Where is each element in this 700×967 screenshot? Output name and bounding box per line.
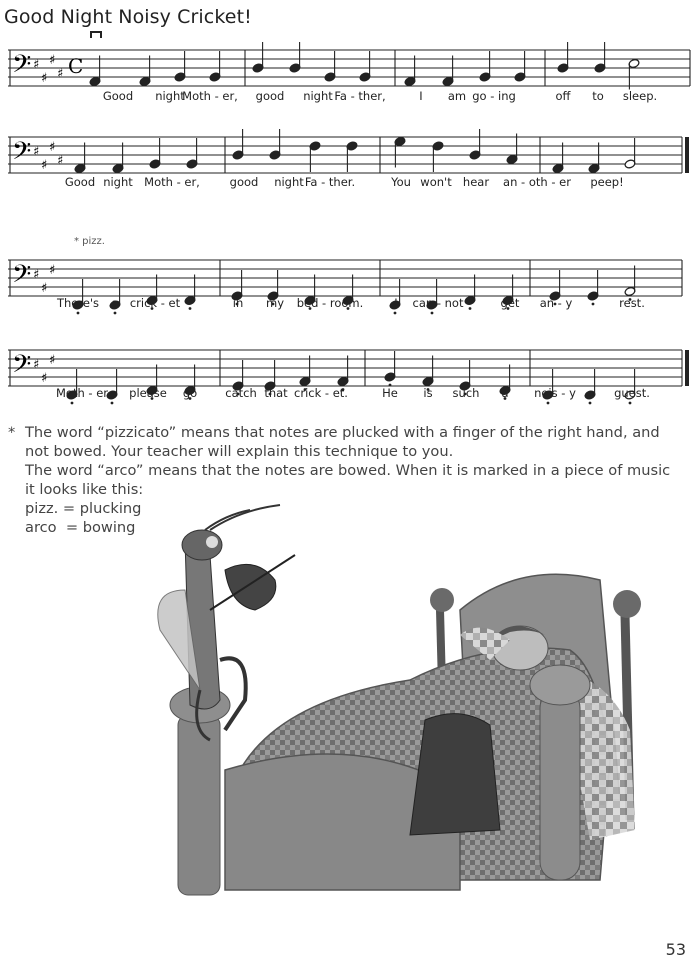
footnote-marker: * bbox=[8, 424, 16, 441]
staccato-dot bbox=[431, 312, 434, 315]
staccato-dot bbox=[592, 303, 595, 306]
sharp-icon: ♯ bbox=[41, 71, 48, 86]
lyric-syllable: in bbox=[232, 296, 244, 310]
lyric-syllable: an - oth - er bbox=[503, 175, 571, 189]
lyric-syllable: Good bbox=[102, 89, 134, 103]
footnote-line: The word “pizzicato” means that notes are plucked with a finger of the right hand, and bbox=[25, 424, 660, 441]
page-number: 53 bbox=[665, 940, 686, 959]
lyric-syllable: I bbox=[419, 89, 423, 103]
lyric-syllable: an - y bbox=[539, 296, 573, 310]
sharp-icon: ♯ bbox=[33, 57, 40, 73]
staccato-dot bbox=[469, 307, 472, 310]
lyric-syllable: Fa - ther, bbox=[334, 89, 386, 103]
lyric-syllable: guest. bbox=[614, 386, 650, 400]
staccato-dot bbox=[629, 402, 632, 405]
staccato-dot bbox=[547, 402, 550, 405]
lyric-syllable: Moth - er, bbox=[144, 175, 200, 189]
sharp-icon: ♯ bbox=[57, 66, 64, 82]
final-bar-line bbox=[685, 350, 689, 386]
footnote-line: arco = bowing bbox=[25, 519, 136, 536]
sharp-icon: ♯ bbox=[41, 371, 48, 386]
staccato-dot bbox=[189, 307, 192, 310]
time-signature: C bbox=[68, 54, 84, 78]
lyric-syllable: nois - y bbox=[534, 386, 576, 400]
lyric-syllable: is bbox=[423, 386, 433, 400]
sharp-icon: ♯ bbox=[49, 263, 56, 278]
staccato-dot bbox=[77, 312, 80, 315]
lyric-syllable: can - not bbox=[412, 296, 464, 310]
lyric-syllable: off bbox=[555, 89, 571, 103]
staff bbox=[0, 260, 700, 320]
staccato-dot bbox=[114, 312, 117, 315]
footnote-line: The word “arco” means that the notes are bowed. When it is marked in a piece of music bbox=[25, 462, 671, 479]
song-title: Good Night Noisy Cricket! bbox=[4, 6, 252, 28]
pizz-marking: * pizz. bbox=[74, 236, 105, 247]
lyric-syllable: get bbox=[500, 296, 520, 310]
lyric-syllable: night bbox=[274, 175, 304, 189]
cricket-bed-illustration bbox=[130, 500, 650, 900]
lyric-syllable: such bbox=[452, 386, 480, 400]
footnote-line: it looks like this: bbox=[25, 481, 144, 498]
lyric-syllable: go - ing bbox=[472, 89, 516, 103]
lyric-syllable: Fa - ther. bbox=[304, 175, 356, 189]
staff bbox=[0, 350, 700, 410]
lyric-syllable: crick - et bbox=[129, 296, 181, 310]
bedpost bbox=[178, 715, 220, 895]
final-bar-line bbox=[685, 137, 689, 173]
music-system bbox=[0, 260, 700, 320]
lyric-syllable: Moth - er, bbox=[182, 89, 238, 103]
sharp-icon: ♯ bbox=[41, 158, 48, 173]
sharp-icon: ♯ bbox=[49, 353, 56, 368]
footnote-line: not bowed. Your teacher will explain this technique to you. bbox=[25, 443, 454, 460]
lyric-syllable: my bbox=[265, 296, 285, 310]
lyric-syllable: crick - et. bbox=[294, 386, 348, 400]
lyric-syllable: go bbox=[182, 386, 198, 400]
sharp-icon: ♯ bbox=[41, 281, 48, 296]
lyric-syllable: night bbox=[103, 175, 133, 189]
bass-clef-icon: 𝄢 bbox=[12, 137, 32, 172]
lyric-syllable: You bbox=[391, 175, 411, 189]
lyric-syllable: There's bbox=[56, 296, 100, 310]
lyric-syllable: Good bbox=[64, 175, 96, 189]
sharp-icon: ♯ bbox=[57, 153, 64, 169]
bass-clef-icon: 𝄢 bbox=[12, 350, 32, 385]
jacket bbox=[410, 714, 500, 835]
staccato-dot bbox=[71, 402, 74, 405]
lyric-syllable: night bbox=[303, 89, 333, 103]
sharp-icon: ♯ bbox=[49, 53, 56, 68]
lyric-syllable: Moth - er bbox=[55, 386, 109, 400]
lyric-syllable: peep! bbox=[590, 175, 624, 189]
sharp-icon: ♯ bbox=[49, 140, 56, 155]
lyric-syllable: hear bbox=[462, 175, 490, 189]
lyric-syllable: catch bbox=[225, 386, 257, 400]
lyric-syllable: to bbox=[592, 89, 604, 103]
staccato-dot bbox=[111, 402, 114, 405]
footnote-line: pizz. = plucking bbox=[25, 500, 142, 517]
lyric-syllable: night bbox=[155, 89, 185, 103]
bass-clef-icon: 𝄢 bbox=[12, 260, 32, 295]
lyric-syllable: a bbox=[501, 386, 509, 400]
lyric-syllable: I bbox=[394, 296, 398, 310]
lyric-syllable: sleep. bbox=[622, 89, 658, 103]
lyric-syllable: a bbox=[111, 296, 119, 310]
music-system bbox=[0, 350, 700, 410]
lyric-syllable: am bbox=[447, 89, 467, 103]
sharp-icon: ♯ bbox=[33, 357, 40, 373]
bass-clef-icon: 𝄢 bbox=[12, 50, 32, 85]
staccato-dot bbox=[589, 402, 592, 405]
sharp-icon: ♯ bbox=[33, 144, 40, 160]
lyric-syllable: bed - room. bbox=[296, 296, 364, 310]
lyric-syllable: good bbox=[255, 89, 285, 103]
lyric-syllable: that bbox=[264, 386, 288, 400]
lyric-syllable: rest. bbox=[619, 296, 645, 310]
lyric-syllable: He bbox=[382, 386, 398, 400]
lyric-syllable: please bbox=[129, 386, 167, 400]
lyric-syllable: won't bbox=[420, 175, 452, 189]
sharp-icon: ♯ bbox=[33, 267, 40, 283]
staccato-dot bbox=[394, 312, 397, 315]
lyric-syllable: good bbox=[229, 175, 259, 189]
down-bow-icon bbox=[91, 32, 101, 38]
